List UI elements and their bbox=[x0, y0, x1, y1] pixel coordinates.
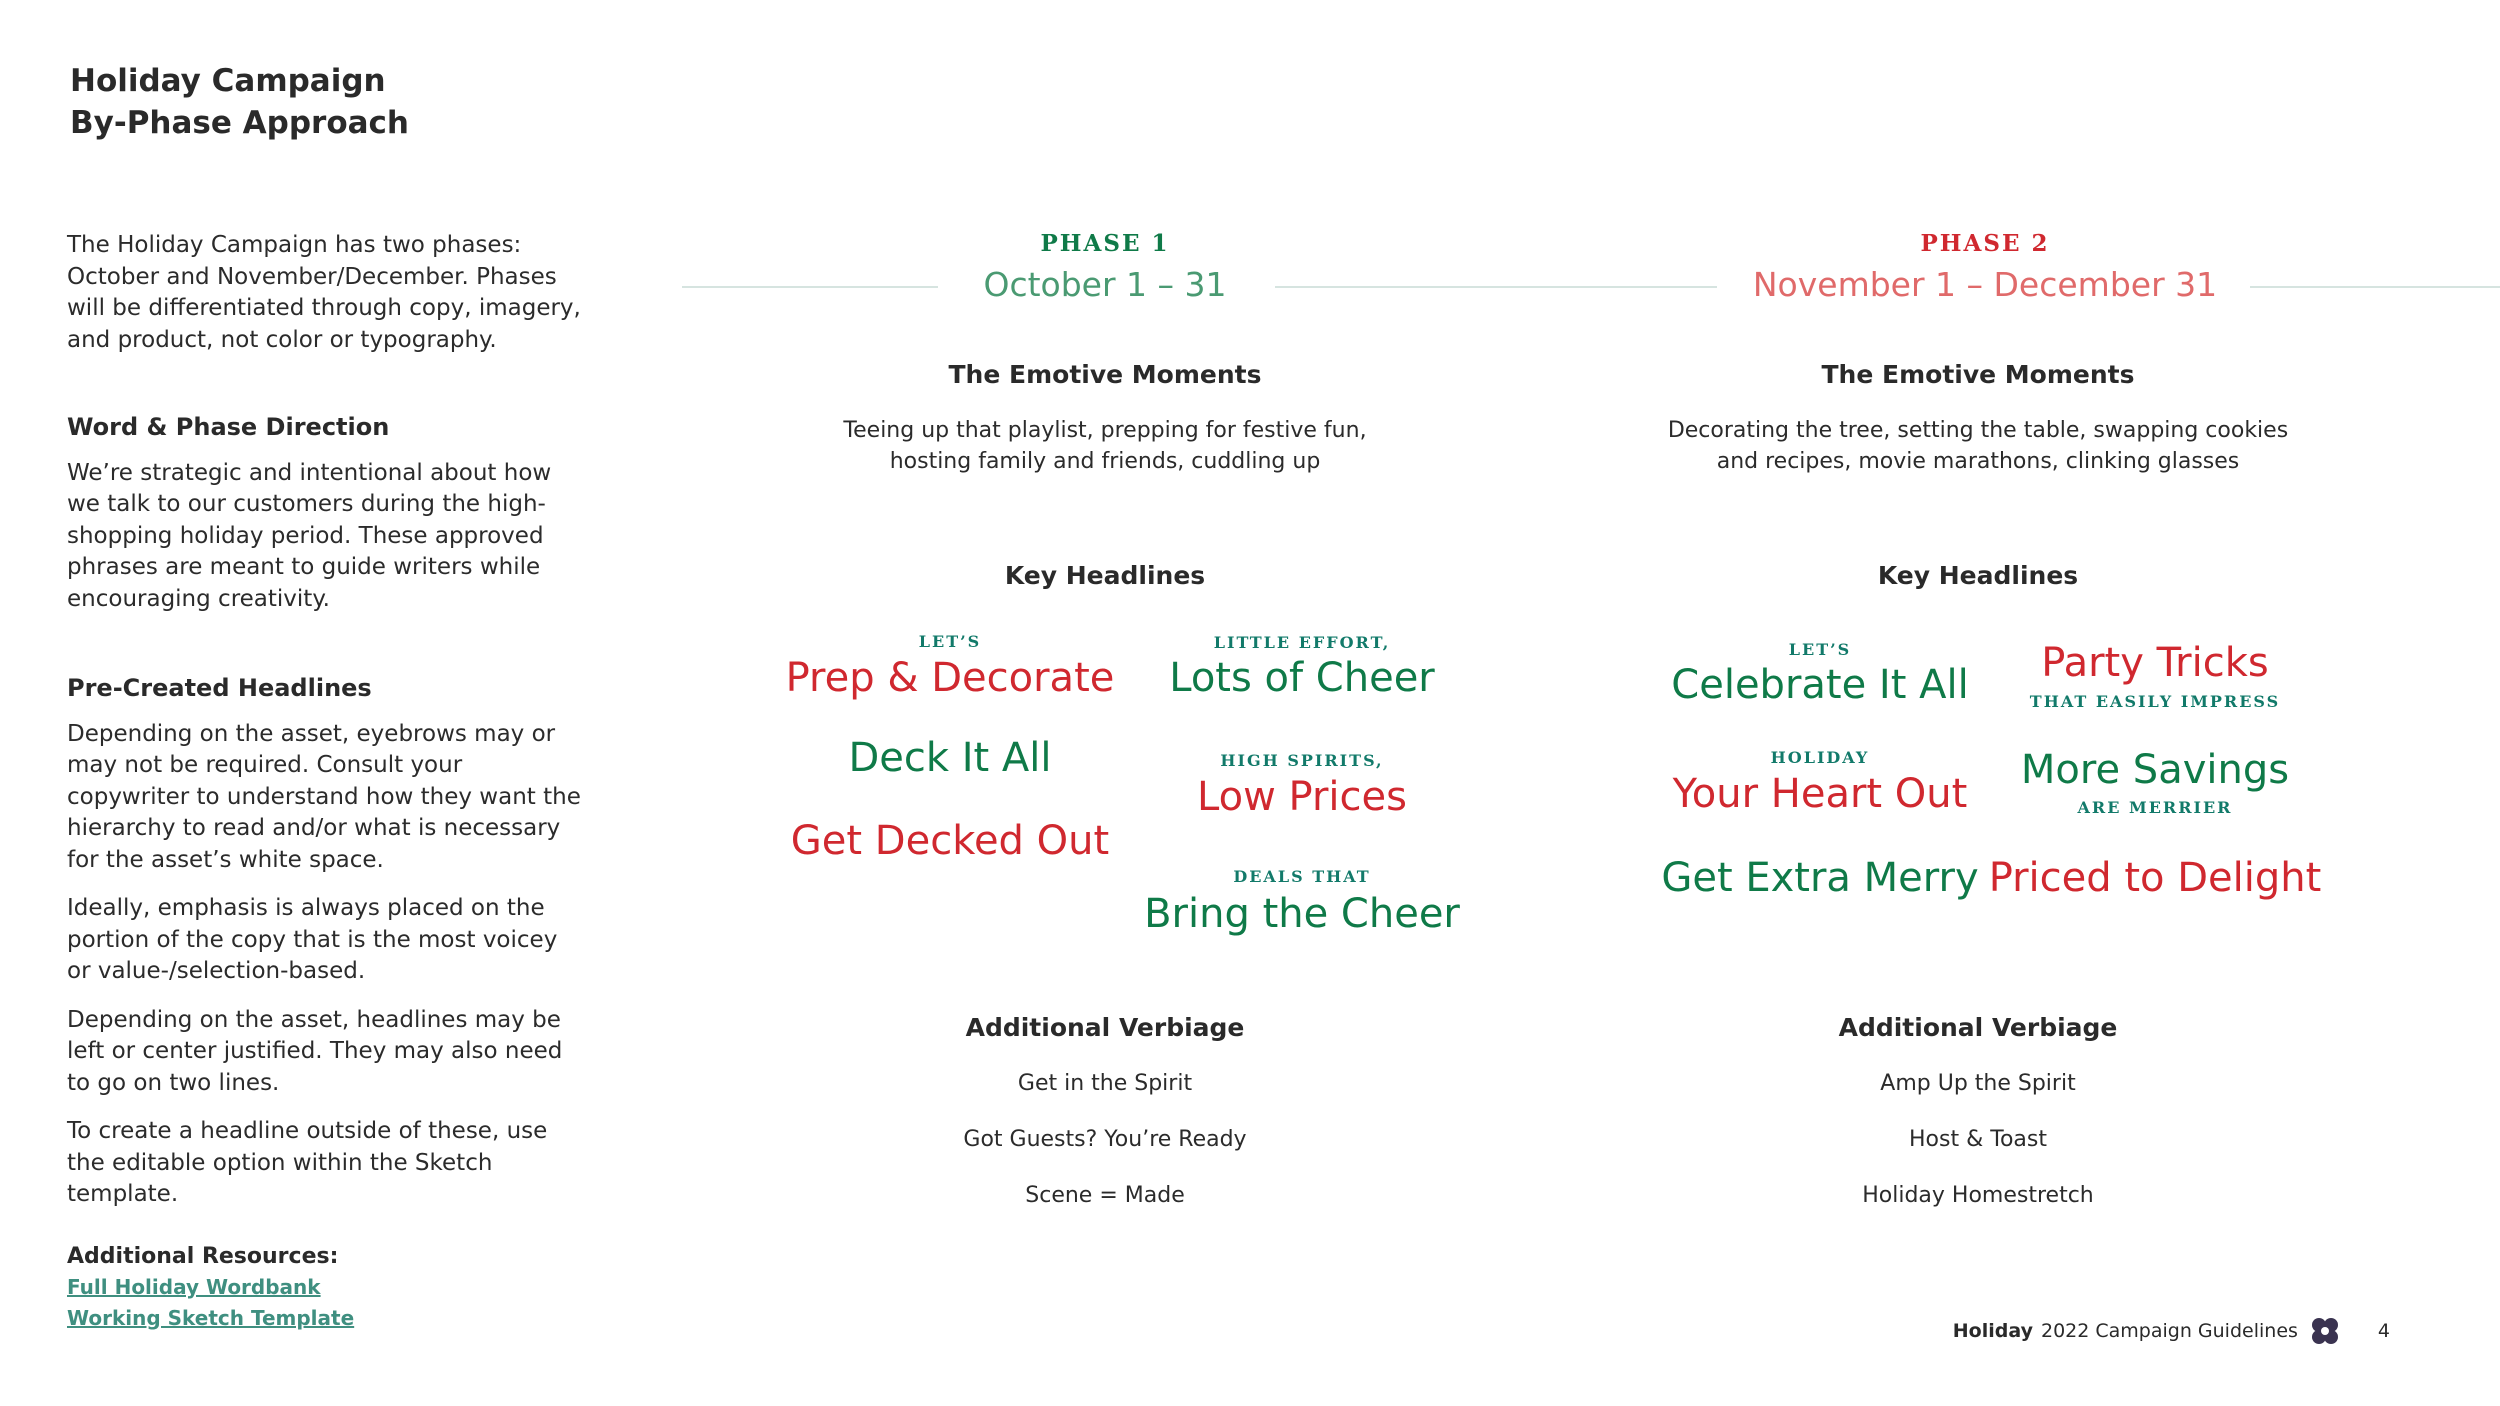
precreated-text-3: Depending on the asset, headlines may be left or center justified. They may also need to go on two lines. bbox=[67, 1006, 563, 1096]
title-line-1: Holiday Campaign bbox=[70, 63, 386, 99]
headline-subline: THAT EASILY IMPRESS bbox=[2029, 692, 2281, 711]
headline-eyebrow: HOLIDAY bbox=[1770, 748, 1870, 767]
word-direction-text: We’re strategic and intentional about how we talk to our customers during the high-shopping holiday period. These approved phrases are meant to guide writers while encouraging creativity. bbox=[67, 459, 552, 612]
headline-get-extra-merry: Get Extra Merry bbox=[1661, 855, 1979, 901]
precreated-heading: Pre-Created Headlines bbox=[67, 674, 372, 702]
phase-2-verbiage-heading: Additional Verbiage bbox=[1838, 1013, 2118, 1042]
phase-1-key-headlines-heading: Key Headlines bbox=[1004, 561, 1206, 590]
headline-subline: ARE MERRIER bbox=[2077, 798, 2233, 817]
left-column bbox=[67, 230, 587, 1334]
headline-eyebrow: LET’S bbox=[918, 632, 982, 651]
phase-2-emotive-heading: The Emotive Moments bbox=[1821, 360, 2135, 389]
headline-eyebrow: DEALS THAT bbox=[1233, 867, 1371, 886]
phase-2-emotive-line-1: Decorating the tree, setting the table, swapping cookies bbox=[1667, 418, 2289, 443]
precreated-text-1: Depending on the asset, eyebrows may or may not be required. Consult your copywriter to understand how they want the hierarchy to read and/or what is necessary for the asset’s white space. bbox=[67, 720, 581, 873]
phase-1-date: October 1 – 31 bbox=[983, 265, 1227, 304]
headline-lots-of-cheer: Lots of Cheer bbox=[1169, 655, 1435, 701]
divider-rule bbox=[2250, 286, 2500, 288]
wordbank-link[interactable]: Full Holiday Wordbank bbox=[67, 1275, 321, 1299]
sketch-template-link[interactable]: Working Sketch Template bbox=[67, 1306, 355, 1330]
precreated-text-2: Ideally, emphasis is always placed on the portion of the copy that is the most voicey or value-/selection-based. bbox=[67, 895, 558, 984]
page-number: 4 bbox=[2377, 1320, 2390, 1342]
brand-logo-icon bbox=[2310, 1316, 2340, 1346]
phase-2-emotive-line-2: and recipes, movie marathons, clinking glasses bbox=[1716, 449, 2240, 474]
word-direction-heading: Word & Phase Direction bbox=[67, 413, 390, 441]
phase-2-verbiage-item: Amp Up the Spirit bbox=[1880, 1071, 2076, 1096]
phase-1-verbiage-item: Scene = Made bbox=[1025, 1183, 1185, 1208]
intro-text: The Holiday Campaign has two phases: October and November/December. Phases will be differentiated through copy, imagery, and product, not color or typography. bbox=[67, 232, 581, 353]
phase-1-verbiage-item: Got Guests? You’re Ready bbox=[963, 1127, 1247, 1152]
headline-bring-the-cheer: Bring the Cheer bbox=[1144, 891, 1460, 937]
phase-1-emotive-text bbox=[780, 415, 1430, 477]
page-title bbox=[70, 60, 409, 144]
phase-1-emotive-line-2: hosting family and friends, cuddling up bbox=[889, 449, 1321, 474]
phase-2-emotive-text bbox=[1628, 415, 2328, 477]
precreated-text-4: To create a headline outside of these, use the editable option within the Sketch template. bbox=[67, 1118, 548, 1207]
phase-2-key-headlines-heading: Key Headlines bbox=[1877, 561, 2079, 590]
phase-2-verbiage-item: Host & Toast bbox=[1909, 1127, 2047, 1152]
headline-eyebrow: HIGH SPIRITS, bbox=[1220, 751, 1384, 770]
title-line-2: By-Phase Approach bbox=[70, 105, 410, 141]
headline-party-tricks: Party Tricks bbox=[2041, 640, 2269, 686]
headline-your-heart-out: Your Heart Out bbox=[1672, 771, 1968, 817]
phase-2-verbiage-item: Holiday Homestretch bbox=[1862, 1183, 2094, 1208]
headline-deck-it-all: Deck It All bbox=[848, 735, 1052, 781]
resources-heading: Additional Resources: bbox=[67, 1243, 339, 1269]
headline-get-decked-out: Get Decked Out bbox=[790, 818, 1110, 864]
phase-1-label: PHASE 1 bbox=[1040, 230, 1170, 257]
phase-2-label: PHASE 2 bbox=[1920, 230, 2050, 257]
phase-1-emotive-heading: The Emotive Moments bbox=[948, 360, 1262, 389]
footer-text: 2022 Campaign Guidelines bbox=[2040, 1320, 2298, 1342]
phase-2-date: November 1 – December 31 bbox=[1752, 265, 2218, 304]
headline-eyebrow: LITTLE EFFORT, bbox=[1213, 633, 1391, 652]
headline-prep-decorate: Prep & Decorate bbox=[785, 655, 1115, 701]
headline-celebrate-it-all: Celebrate It All bbox=[1671, 662, 1969, 708]
headline-more-savings: More Savings bbox=[2020, 747, 2290, 793]
phase-1-verbiage-heading: Additional Verbiage bbox=[965, 1013, 1245, 1042]
footer bbox=[1953, 1316, 2390, 1346]
headline-eyebrow: LET’S bbox=[1788, 640, 1852, 659]
headline-low-prices: Low Prices bbox=[1197, 774, 1407, 820]
divider-rule bbox=[1275, 286, 1717, 288]
phase-1-emotive-line-1: Teeing up that playlist, prepping for festive fun, bbox=[843, 418, 1367, 443]
phase-1-verbiage-item: Get in the Spirit bbox=[1017, 1071, 1193, 1096]
footer-brand: Holiday bbox=[1952, 1320, 2033, 1342]
headline-priced-to-delight: Priced to Delight bbox=[1988, 855, 2322, 901]
divider-rule bbox=[682, 286, 938, 288]
